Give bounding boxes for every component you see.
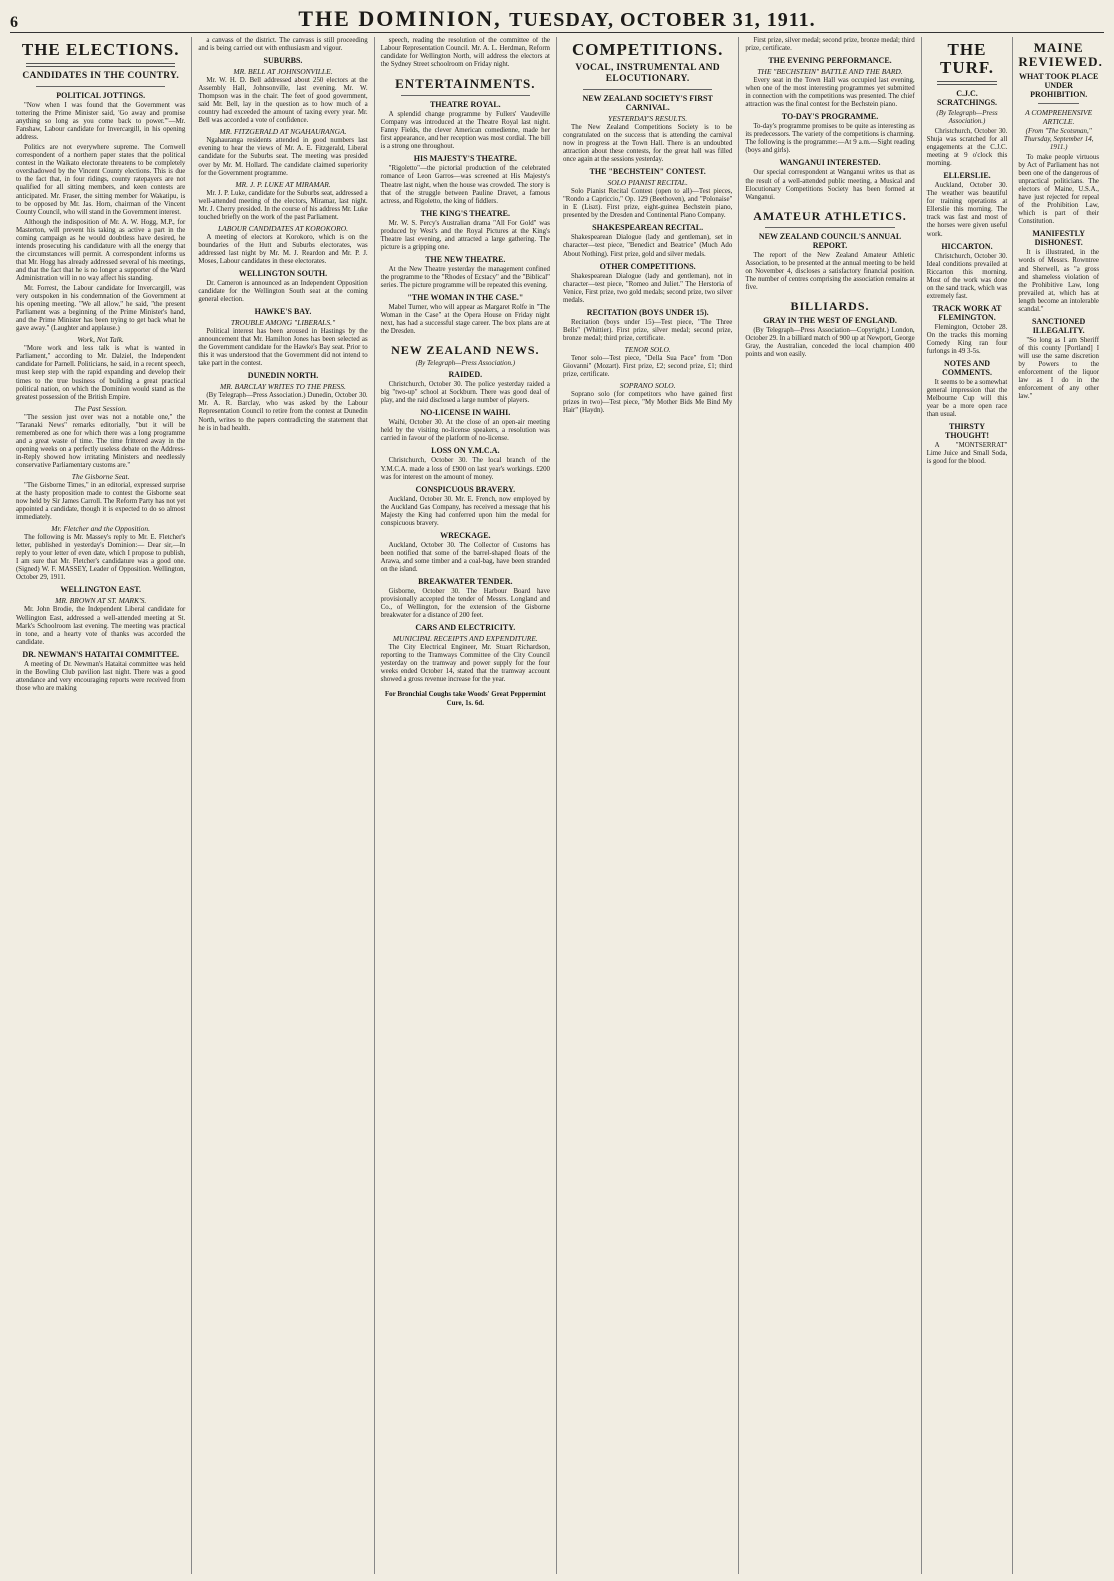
paragraph: Auckland, October 30. Mr. E. French, now employed by the Auckland Gas Company, has received a message that his Majesty the King had conferred upon him the medal for conspicuous bravery. [380, 495, 550, 527]
section-heading: THEATRE ROYAL. [429, 100, 501, 110]
section-heading: ELLERSLIE. [943, 171, 991, 181]
section-heading: THE "BECHSTEIN" BATTLE AND THE BARD. [757, 67, 903, 77]
section-heading: THIRSTY THOUGHT! [944, 422, 989, 441]
divider [583, 89, 712, 90]
section-heading: The Past Session. [74, 403, 128, 413]
section-heading: THE KING'S THEATRE. [420, 208, 510, 218]
paragraph: "The Gisborne Times," in an editorial, expressed surprise at the hasty proposition made to contest the Gisborne seat now held by Sir James Carroll. The Reform Party has not yet appointed a candidate, though it is expected to do so almost immediately. [16, 481, 186, 522]
paragraph: Auckland, October 30. The Collector of Customs has been notified that some of the barrel-shaped floats of the Arawa, and some timber and a coal-bag, have been stranded on the island. [380, 541, 550, 573]
paragraph: Soprano solo (for competitors who have gained first prizes in two)—Test piece, "My Mother Bids Me Bind My Hair" (Haydn). [562, 391, 733, 415]
section-heading: WELLINGTON SOUTH. [238, 268, 328, 278]
divider [1038, 103, 1079, 104]
divider [765, 227, 894, 228]
section-heading: THE NEW THEATRE. [425, 254, 506, 264]
paragraph: Gisborne, October 30. The Harbour Board have provisionally accepted the tender of Messrs. Longland and Co., of Wellington, for the extension of the Gisborne breakwater for a distance of 200 feet. [380, 587, 550, 620]
paragraph: "Now when I was found that the Government was tottering the Prime Minister said, 'Go away and promise anything so long as you come back to power.'"—Mr. Fanshaw, Labour candidate for Invercargill, in his opening address. [16, 102, 186, 142]
paragraph: "Rigoletto"—the pictorial production of the celebrated romance of Leon Garros—was screened at His Majesty's Theatre last night, when the house was crowded. The story is that of the struggle between Pauline Dravet, a famous actress, and Rigoletto, the king of fiddlers. [380, 165, 550, 205]
paragraph: Mr. John Brodie, the Independent Liberal candidate for Wellington East, addressed a well-attended meeting at St. Mark's Schoolroom last evening. The meeting was practical in tone, and a hearty vote of thanks was accorded the candidate. [16, 606, 186, 646]
paragraph: A meeting of electors at Korokoro, which is on the boundaries of the Hutt and Suburbs electorates, was addressed last night by Mr. M. J. Reardon and Mr. P. J. Moses, Labour candidates in these electorates. [198, 233, 368, 265]
paragraph: Mr. W. S. Percy's Australian drama "All For Gold" was produced by West's and the Royal Pictures at the King's Theatre last evening, and attracted a large gathering. The picture is a gripping one. [380, 219, 550, 251]
paragraph: A splendid change programme by Fullers' Vaudeville Company was introduced at the Theatre Royal last night. Fanny Fields, the clever American comedienne, made her first appearance, and her reception was most cordial. The bill is a strong one throughout. [380, 111, 550, 151]
section-heading: SOPRANO SOLO. [619, 381, 676, 391]
paragraph: Christchurch, October 30. Ideal conditions prevailed at Riccarton this morning. Most of the work was done on the sand track, which was extremely fast. [926, 252, 1008, 300]
column-1 [10, 37, 192, 1574]
paragraph: "The session just over was not a notable one," the "Taranaki News" remarks editorially, "but it will be remembered as one for which there was a long programme and a great waste of time. The time frittered away in the opening weeks on a perfectly useless debate on the Address-in-Reply showed how irritating Ministers and needlessly conservative Parliamentary customs are." [16, 413, 186, 469]
paragraph: a canvass of the district. The canvass is still proceeding and is being carried out with enthusiasm and vigour. [198, 37, 368, 53]
issue-date: TUESDAY, OCTOBER 31, 1911. [509, 9, 816, 31]
paragraph: The following is Mr. Massey's reply to Mr. E. Fletcher's letter, published in yesterday's Dominion:— Dear sir,—In reply to your letter of even date, which I propose to publish, I am sure that Mr. Fletcher's candidature was a good one. (Signed) W. F. MASSEY, Leader of Opposition. Wellington, October 29, 1911. [16, 534, 186, 582]
competitions-heading: COMPETITIONS. [571, 40, 724, 59]
section-heading: RECITATION (BOYS UNDER 15). [586, 307, 709, 317]
paragraph: (By Telegraph—Press Association—Copyright.) London, October 29. In a billiard match of 900 up at Newport, George Gray, the Australian, conceded the local champion 400 points and won easily. [745, 326, 915, 359]
paragraph: Shakespearean Dialogue (lady and gentleman), not in character—test piece, "Romeo and Juliet." The Herstoria of Venice, First prize, two gold medals; second prize, two silver medals. [562, 272, 733, 304]
paragraph: Mr. J. P. Luke, candidate for the Suburbs seat, addressed a well-attended meeting of the electors, Miramar, last night. Mr. J. Cherry presided. In the course of his address Mr. Luke touched briefly on the work of the past Parliament. [198, 189, 368, 221]
paragraph: Political interest has been aroused in Hastings by the announcement that Mr. Hamilton Jones has been selected as the Government candidate for the Hawke's Bay seat. Prior to this it was understood that the Government did not intend to take part in the contest. [198, 328, 368, 368]
paragraph: Christchurch, October 30. The local branch of the Y.M.C.A. made a loss of £900 on last year's workings. £200 was for interest on the amount of money. [380, 457, 550, 481]
subheading: WHAT TOOK PLACE UNDER PROHIBITION. [1018, 72, 1099, 99]
divider [36, 86, 165, 87]
section-heading: TO-DAY'S PROGRAMME. [781, 112, 879, 122]
paragraph: To-day's programme promises to be quite as interesting as its predecessors. The variety of the competitions is charming. The following is the programme:—At 9 a.m.—Sight reading (boys and girls). [745, 123, 915, 155]
byline: (By Telegraph—Press Association.) [415, 359, 516, 368]
section-heading: OTHER COMPETITIONS. [599, 261, 696, 271]
maine-column [1013, 37, 1104, 1574]
section-heading: WRECKAGE. [440, 530, 491, 540]
paragraph: Dr. Cameron is announced as an Independent Opposition candidate for the Wellington South seat at the coming general election. [198, 279, 368, 304]
section-heading: SOLO PIANIST RECITAL. [607, 178, 688, 188]
turf-heading: THE TURF. [940, 40, 994, 77]
section-heading: LOSS ON Y.M.C.A. [431, 446, 500, 456]
section-heading: Mr. Fletcher and the Opposition. [51, 524, 151, 534]
section-heading: NEW ZEALAND SOCIETY'S FIRST CARNIVAL. [582, 94, 713, 112]
section-heading: A COMPREHENSIVE ARTICLE. [1025, 108, 1093, 126]
section-heading: WELLINGTON EAST. [60, 585, 141, 595]
section-heading: POLITICAL JOTTINGS. [56, 91, 146, 100]
paragraph: Every seat in the Town Hall was occupied last evening, when one of the most interesting programmes yet submitted in connection with the competitions was presented. The chief attraction was the final contest for the Bechstein piano. [745, 77, 915, 109]
section-heading: GRAY IN THE WEST OF ENGLAND. [763, 315, 897, 325]
column-6 [922, 37, 1104, 1574]
byline: (From "The Scotsman," Thursday, September 14, 1911.) [1023, 127, 1094, 151]
paragraph: "So long as I am Sheriff of this county [Portland] I will use the same discretion by Powers to the enforcement of the liquor law as I do in the enforcement of any other law." [1018, 336, 1099, 401]
section-heading: WANGANUI INTERESTED. [779, 158, 881, 168]
paragraph: Solo Pianist Recital Contest (open to all)—Test pieces, "Rondo a Capriccio," Op. 129 (Beethoven), and "Polonaise" in E (Liszt). First prize, eight-guinea Bechstein piano, presented by the Dresden and Continental Piano Company. [562, 188, 733, 220]
section-heading: HAWKE'S BAY. [254, 307, 312, 317]
paragraph: The New Zealand Competitions Society is to be congratulated on the success that is attending the carnival now in progress at the Town Hall. There is an undoubted attraction about these contests, for the great hall was filled once again at the sessions yesterday. [562, 124, 733, 164]
section-heading: HIS MAJESTY'S THEATRE. [413, 154, 517, 164]
paragraph: At the New Theatre yesterday the management confined the programme to the "Rhodes of Ecstacy" and the "Biblical" series. The picture programme will be repeated this evening. [380, 265, 550, 289]
paragraph: A meeting of Dr. Newman's Hataitai committee was held in the Bowling Club pavilion last night. There was a good attendance and very encouraging reports were received from those who are making [16, 660, 186, 692]
subheading: CANDIDATES IN THE COUNTRY. [22, 71, 179, 81]
section-heading: MR. FITZGERALD AT NGAHAURANGA. [219, 127, 347, 137]
section-heading: TROUBLE AMONG "LIBERALS." [230, 318, 336, 328]
columns [10, 37, 1104, 1574]
paragraph: speech, reading the resolution of the committee of the Labour Representation Council. Mr. A. L. Herdman, Reform candidate for Wellington North, will address the electors at the Sydney Street schoolroom on Friday night. [380, 37, 550, 69]
paragraph: A "MONTSERRAT" Lime Juice and Small Soda, is good for the blood. [926, 442, 1008, 466]
paragraph: Auckland, October 30. The weather was beautiful for training operations at Ellerslie this morning. The track was fast and most of the horses were given useful work. [926, 182, 1008, 238]
paragraph: Politics are not everywhere supreme. The Cornwell correspondent of a northern paper states that the political contest in the Waikato electorate threatens to be completely overshadowed by the Vincent County elections. This is due to the fact that, in four ridings, county ratepayers are not qualified for all sitting members, and keen contests are anticipated. Mr. Fraser, the sitting member for Wakatipu, is to be opposed by Mr. Jas. Horn, chairman of the Vincent County Council, who will stand in the Government interest. [16, 144, 186, 216]
section-heading: NEW ZEALAND COUNCIL'S ANNUAL REPORT. [758, 231, 902, 250]
section-heading: MR. BARCLAY WRITES TO THE PRESS. [220, 382, 346, 392]
turf-column [922, 37, 1014, 1574]
section-heading: DR. NEWMAN'S HATAITAI COMMITTEE. [22, 649, 179, 659]
section-heading: MUNICIPAL RECEIPTS AND EXPENDITURE. [392, 634, 538, 644]
paragraph: Our special correspondent at Wanganui writes us that as the result of a well-attended public meeting, a Musical and Elocutionary Competitions Society has been formed at Wanganui. [745, 169, 915, 201]
section-heading: CARS AND ELECTRICITY. [415, 623, 516, 633]
column-3 [375, 37, 557, 1574]
advertisement: For Bronchial Coughs take Woods' Great Peppermint Cure, 1s. 6d. [384, 690, 546, 707]
page-number: 6 [10, 14, 18, 31]
paragraph: Ngahauranga residents attended in good numbers last evening to hear the views of Mr. A. E. Fitzgerald, Liberal candidate for the Suburbs seat. The meeting was presided over by Mr. M. Hollard. The candidate claimed superiority for the Government programme. [198, 137, 368, 177]
paragraph: Mr. Forrest, the Labour candidate for Invercargill, was very outspoken in his condemnation of the Government at his opening meeting. "We all allow," he said, "the present Parliament was a beginning of the Prime Minister's hand, and the Prime Minister has been trying to get back what he gave away." (Laughter and applause.) [16, 285, 186, 333]
section-heading: MANIFESTLY DISHONEST. [1032, 229, 1085, 248]
paragraph: The report of the New Zealand Amateur Athletic Association, to be presented at the annual meeting to be held on November 4, discloses a satisfactory financial position. The number of centres comprising the association remains at five. [745, 251, 915, 291]
section-heading: MR. BROWN AT ST. MARK'S. [55, 596, 147, 606]
section-heading: NO-LICENSE IN WAIHI. [420, 408, 511, 418]
billiards-heading: BILLIARDS. [790, 298, 870, 313]
paragraph: It is illustrated, in the words of Messrs. Rowntree and Sherwell, as "a gross and shameless violation of the Prohibitive Law, long prevailed at, which has at length become an intolerable scandal." [1018, 249, 1099, 313]
entertainments-heading: ENTERTAINMENTS. [395, 76, 536, 92]
paragraph: Shakespearean Dialogue (lady and gentleman), set in character—test piece, "Benedict and Beatrice" (Much Ado About Nothing). First prize, gold and silver medals. [562, 234, 733, 258]
paragraph: Mabel Turner, who will appear as Margaret Rolfe in "The Woman in the Case" at the Opera House on Friday night next, has had a successful stage career. The box plans are at the Dresden. [380, 303, 550, 336]
column-2 [192, 37, 374, 1574]
paragraph: (By Telegraph—Press Association.) Dunedin, October 30. Mr. A. R. Barclay, who was asked by the Labour Representation Council to retire from the contest at Dunedin North, writes to the papers contradicting the statement that he is in bad health. [198, 392, 368, 432]
paragraph: The City Electrical Engineer, Mr. Stuart Richardson, reporting to the Tramways Committee of the City Council yesterday on the tramway and power supply for the four weeks ended October 14, stated that the tramway account showed a gross revenue increase for the year. [380, 644, 550, 684]
paragraph: Although the indisposition of Mr. A. W. Hogg, M.P., for Masterton, will prevent his taking as active a part in the coming campaign as he would doubtless have desired, he intends prosecuting his candidature with all the energy that the circumstances will permit. A correspondent informs us that Mr. Hogg has already addressed several of his meetings, and that the fact that he is no longer a supporter of the Ward Administration will in no way affect his standing. [16, 218, 186, 282]
divider [401, 95, 530, 96]
news-heading: NEW ZEALAND NEWS. [391, 343, 540, 358]
section-heading: HICCARTON. [941, 241, 993, 251]
paragraph: Recitation (boys under 15)—Test piece, "The Three Bells" (Whittier). First prize, silver medal; second prize, bronze medal; third prize, certificate. [562, 318, 733, 342]
section-heading: RAIDED. [448, 370, 483, 380]
athletics-heading: AMATEUR ATHLETICS. [753, 208, 907, 223]
byline: (By Telegraph—Press Association.) [936, 109, 998, 125]
paragraph: First prize, silver medal; second prize, bronze medal; third prize, certificate. [745, 37, 915, 53]
section-heading: LABOUR CANDIDATES AT KOROKORO. [217, 223, 348, 233]
section-heading: The Gisborne Seat. [71, 471, 130, 481]
divider [26, 63, 175, 67]
column-5 [739, 37, 921, 1574]
newspaper-name: THE DOMINION, [298, 6, 502, 31]
paragraph: Tenor solo—Test piece, "Della Sua Pace" from "Don Giovanni" (Mozart). First prize, £2; second prize, £1; third prize, certificate. [562, 354, 733, 378]
divider [937, 81, 998, 85]
paragraph: To make people virtuous by Act of Parliament has not been one of the dangerous of unpractical politicians. The electors of Maine, U.S.A., have just rejected for repeal of the Prohibition Law, which is part of their Constitution. [1018, 154, 1099, 226]
maine-heading: MAINE REVIEWED. [1018, 40, 1103, 69]
section-heading: SHAKESPEAREAN RECITAL. [592, 223, 704, 233]
paragraph: "More work and less talk is what is wanted in Parliament," according to Mr. Dalziel, the Independent candidate for Parnell. Politicians, he said, in a recent speech, must keep step with the rapid expanding and develop their times to the true business of building a great practical political nation, on which the Dominion would stand as the greatest possession of the British Empire. [16, 345, 186, 401]
paragraph: Waihi, October 30. At the close of an open-air meeting held by the visiting no-license speakers, a resolution was carried in favour of the platform of no-license. [380, 419, 550, 443]
section-heading: C.J.C. SCRATCHINGS. [936, 89, 998, 107]
masthead [10, 6, 1104, 33]
paragraph: Christchurch, October 30. Shuja was scratched for all engagements at the C.J.C. meeting at 9 o'clock this morning. [926, 128, 1008, 168]
column-4 [557, 37, 739, 1574]
elections-heading: THE ELECTIONS. [21, 40, 180, 59]
paragraph: Flemington, October 28. On the tracks this morning Comedy King ran four furlongs in 49 3-5s. [926, 323, 1008, 355]
paragraph: Mr. W. H. D. Bell addressed about 250 electors at the Assembly Hall, Johnsonville, last evening. Mr. W. Thompson was in the chair. The feet of good government, said Mr. Bell, lay in the question as to how much of a country had exceeded the amount of taxing every year. Mr. Bell was accorded a vote of confidence. [198, 77, 368, 125]
section-heading: Work, Not Talk. [77, 335, 124, 345]
subheading: VOCAL, INSTRUMENTAL AND ELOCUTIONARY. [575, 63, 720, 84]
section-heading: THE EVENING PERFORMANCE. [768, 56, 892, 66]
paragraph: Christchurch, October 30. The police yesterday raided a big "two-up" school at Sockburn. There was good deal of play, and the raid disclosed a large number of players. [380, 381, 550, 405]
section-heading: NOTES AND COMMENTS. [941, 359, 992, 378]
section-heading: "THE WOMAN IN THE CASE." [407, 292, 524, 302]
section-heading: BREAKWATER TENDER. [418, 576, 513, 586]
section-heading: SUBURBS. [263, 56, 303, 66]
section-heading: TENOR SOLO. [624, 344, 671, 354]
section-heading: MR. BELL AT JOHNSONVILLE. [233, 67, 333, 77]
masthead-title [70, 6, 1044, 32]
section-heading: TRACK WORK AT FLEMINGTON. [932, 303, 1002, 322]
section-heading: MR. J. P. LUKE AT MIRAMAR. [235, 179, 331, 189]
section-heading: YESTERDAY'S RESULTS. [608, 114, 688, 123]
section-heading: DUNEDIN NORTH. [247, 371, 319, 381]
section-heading: SANCTIONED ILLEGALITY. [1031, 316, 1086, 335]
paragraph: It seems to be a somewhat general impression that the Melbourne Cup will this year be a more open race than usual. [926, 379, 1008, 419]
section-heading: THE "BECHSTEIN" CONTEST. [589, 167, 706, 177]
section-heading: CONSPICUOUS BRAVERY. [415, 484, 516, 494]
